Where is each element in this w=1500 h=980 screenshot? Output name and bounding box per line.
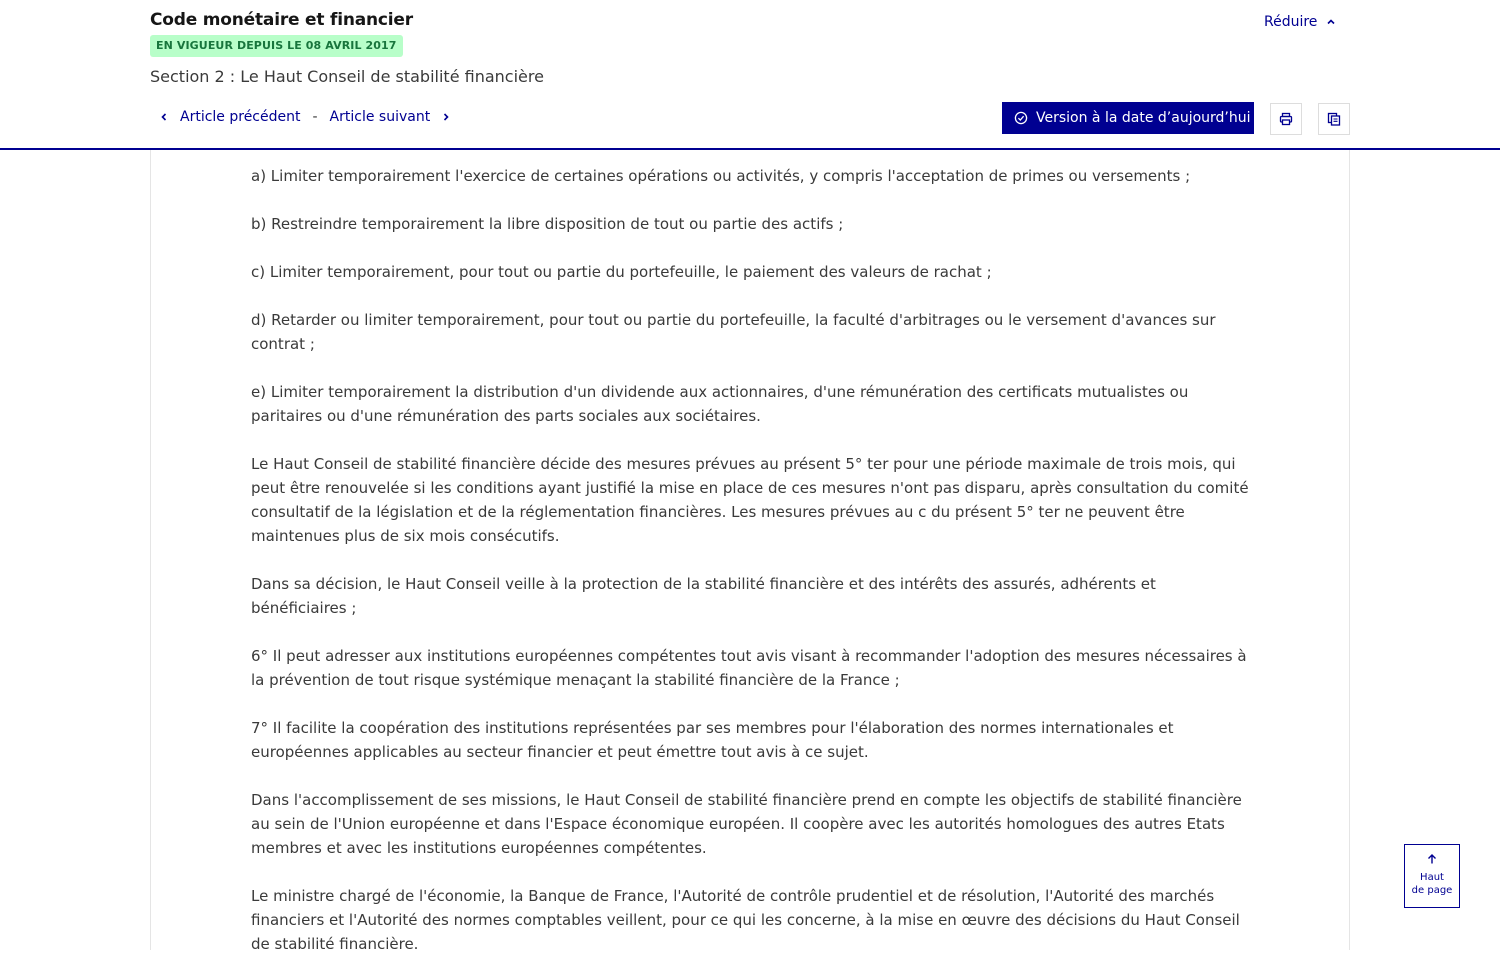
check-circle-icon	[1014, 111, 1028, 125]
next-article-label: Article suivant	[329, 109, 431, 125]
back-to-top-line2: de page	[1411, 885, 1453, 896]
article-paragraph: b) Restreindre temporairement la libre disposition de tout ou partie des actifs ;	[251, 215, 844, 233]
reduce-button[interactable]	[1264, 14, 1337, 30]
article-paragraph: c) Limiter temporairement, pour tout ou partie du portefeuille, le paiement des valeurs de rachat ;	[251, 263, 992, 281]
copy-button[interactable]	[1318, 103, 1350, 135]
reduce-label: Réduire	[1264, 14, 1318, 30]
next-article-link[interactable]	[330, 109, 453, 125]
article-paragraph: a) Limiter temporairement l'exercice de certaines opérations ou activités, y compris l'acceptation de primes ou versements ;	[251, 167, 1191, 185]
chevron-left-icon	[158, 111, 170, 123]
copy-icon	[1327, 112, 1341, 126]
chevron-up-icon	[1325, 16, 1337, 28]
sticky-article-header	[0, 0, 1500, 150]
article-navigation	[158, 109, 452, 125]
previous-article-link[interactable]	[158, 109, 300, 125]
back-to-top-button[interactable]	[1404, 844, 1460, 908]
article-paragraph: 6° Il peut adresser aux institutions européennes compétentes tout avis visant à recommander l'adoption des mesures nécessaires à la prévention de tout risque systémique menaçant la stabilité financière de la France ;	[251, 647, 1247, 689]
version-today-label: Version à la date d’aujourd’hui	[1036, 110, 1251, 126]
previous-article-label: Article précédent	[180, 109, 301, 125]
chevron-right-icon	[440, 111, 452, 123]
status-badge: EN VIGUEUR DEPUIS LE 08 AVRIL 2017	[150, 35, 403, 57]
article-paragraph: Dans sa décision, le Haut Conseil veille à la protection de la stabilité financière et des intérêts des assurés, adhérents et bénéficiaires ;	[251, 575, 1156, 617]
version-today-button[interactable]	[1002, 102, 1254, 134]
article-paragraph: e) Limiter temporairement la distribution d'un dividende aux actionnaires, d'une rémunération des certificats mutualistes ou paritaires ou d'une rémunération des parts sociales aux sociétaires.	[251, 383, 1189, 425]
arrow-up-icon	[1426, 853, 1438, 865]
back-to-top-line1: Haut	[1420, 872, 1444, 883]
article-paragraph: Dans l'accomplissement de ses missions, le Haut Conseil de stabilité financière prend en compte les objectifs de stabilité financière au sein de l'Union européenne et dans l'Espace économique européen. Il coopère avec les autorités homologues des autres Etats membres et avec les institutions européennes compétentes.	[251, 791, 1242, 857]
article-paragraph: d) Retarder ou limiter temporairement, pour tout ou partie du portefeuille, la faculté d'arbitrages ou le versement d'avances sur contrat ;	[251, 311, 1216, 353]
article-paragraph: 7° Il facilite la coopération des institutions représentées par ses membres pour l'élaboration des normes internationales et européennes applicables au secteur financier et peut émettre tout avis à ce sujet.	[251, 719, 1174, 761]
code-title: Code monétaire et financier	[150, 10, 413, 30]
nav-separator: -	[312, 109, 318, 125]
article-body	[251, 164, 1251, 980]
section-title: Section 2 : Le Haut Conseil de stabilité financière	[150, 67, 544, 86]
printer-icon	[1279, 112, 1293, 126]
article-paragraph: Le ministre chargé de l'économie, la Banque de France, l'Autorité de contrôle prudentiel et de résolution, l'Autorité des marchés financiers et l'Autorité des normes comptables veillent, pour ce qui les concerne, à la mise en œuvre des décisions du Haut Conseil de stabilité financière.	[251, 887, 1240, 953]
article-paragraph: Le Haut Conseil de stabilité financière décide des mesures prévues au présent 5° ter pour une période maximale de trois mois, qui peut être renouvelée si les conditions ayant justifié la mise en place de ces mesures n'ont pas disparu, après consultation du comité consultatif de la législation et de la réglementation financières. Les mesures prévues au c du présent 5° ter ne peuvent être maintenues plus de six mois consécutifs.	[251, 455, 1249, 545]
print-button[interactable]	[1270, 103, 1302, 135]
